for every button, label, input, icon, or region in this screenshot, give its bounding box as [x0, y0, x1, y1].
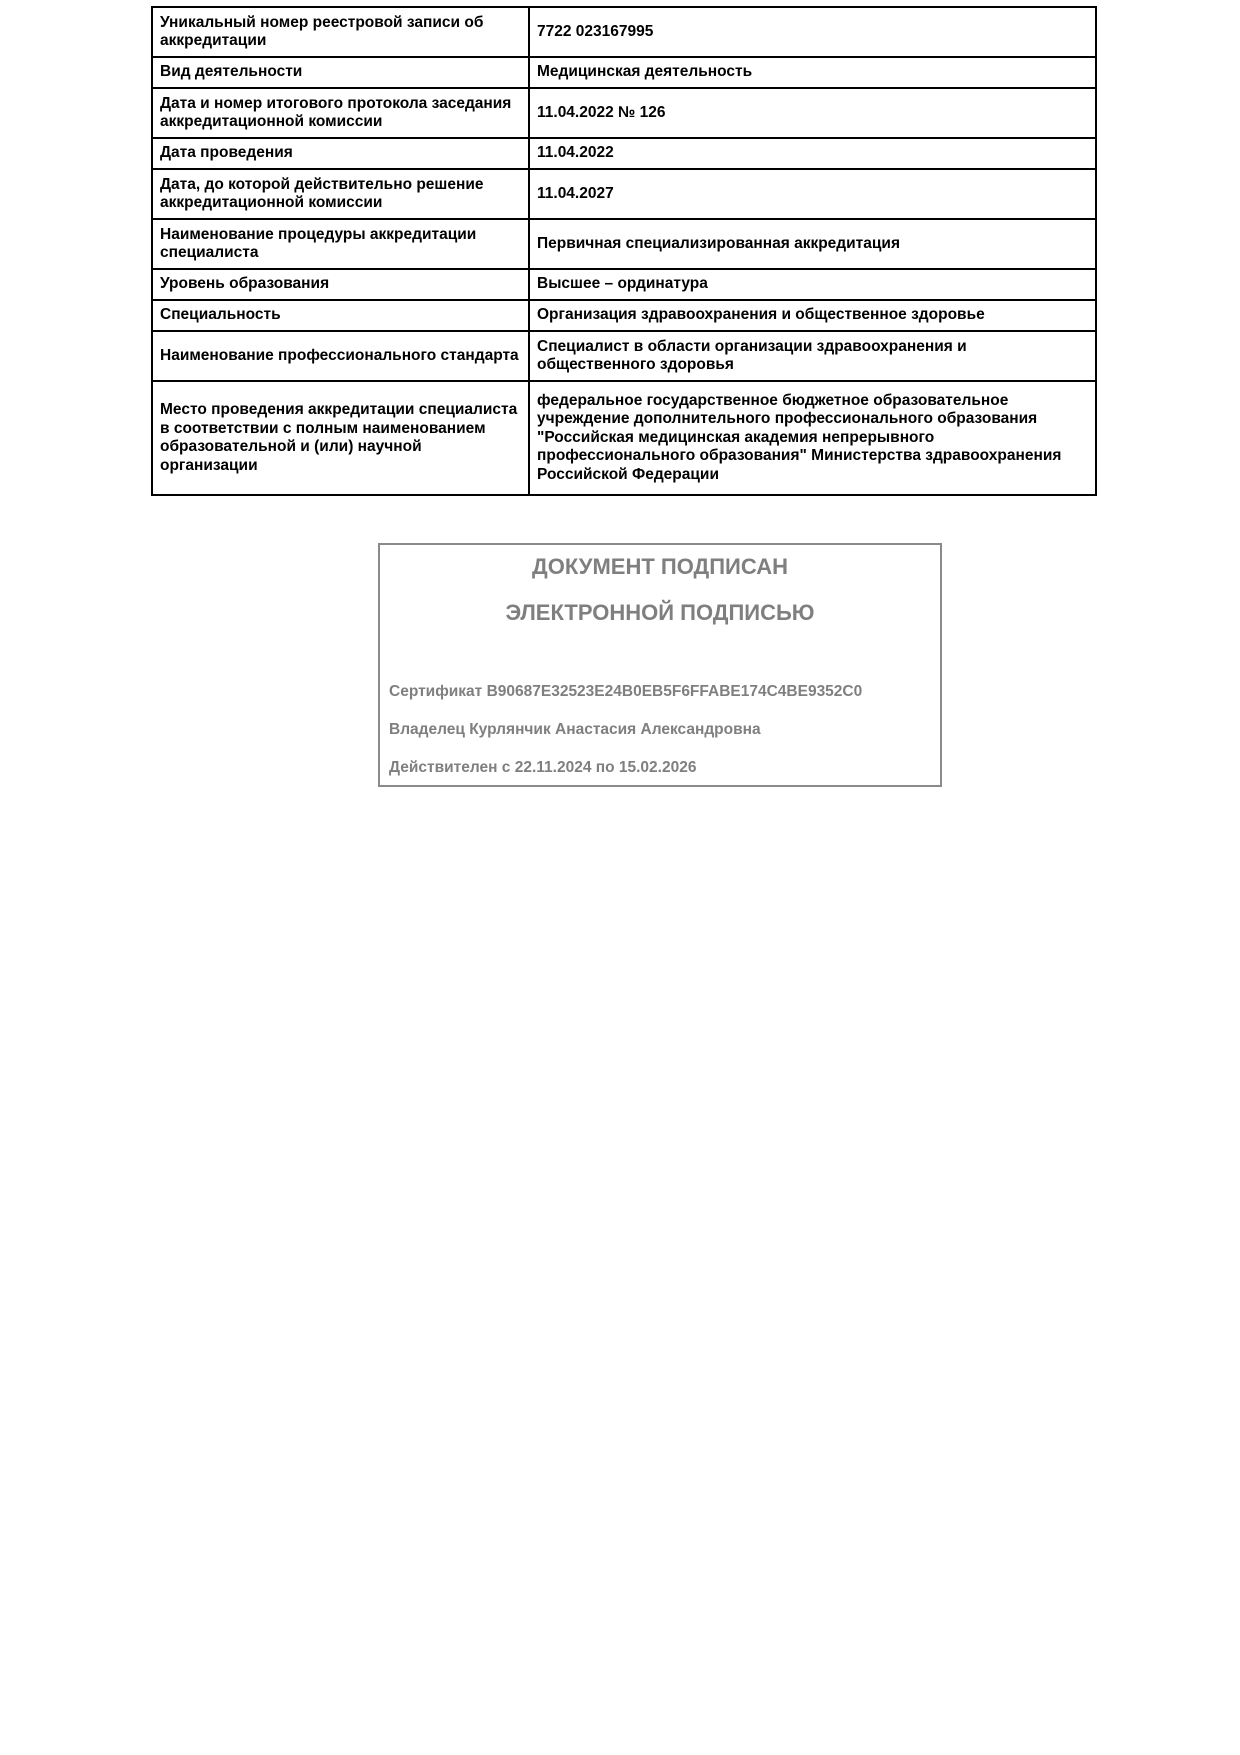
stamp-title: ДОКУМЕНТ ПОДПИСАН	[532, 554, 788, 579]
row-value: Специалист в области организации здравоохранения и общественного здоровья	[529, 331, 1096, 381]
row-value: 11.04.2022 № 126	[529, 88, 1096, 138]
row-value: 11.04.2022	[529, 138, 1096, 169]
row-label: Уровень образования	[152, 269, 529, 300]
certificate-validity: Действителен с 22.11.2024 по 15.02.2026	[389, 759, 697, 776]
accreditation-table	[151, 6, 1097, 496]
table-row	[152, 381, 1096, 495]
row-value: 7722 023167995	[529, 7, 1096, 57]
row-value: Организация здравоохранения и общественное здоровье	[529, 300, 1096, 331]
row-label: Дата проведения	[152, 138, 529, 169]
table-row	[152, 7, 1096, 57]
table-row	[152, 269, 1096, 300]
row-label: Дата, до которой действительно решение аккредитационной комиссии	[152, 169, 529, 219]
row-label: Место проведения аккредитации специалиста в соответствии с полным наименованием образовательной и (или) научной организации	[152, 381, 529, 495]
certificate-owner: Владелец Курлянчик Анастасия Александровна	[389, 721, 761, 738]
row-label: Уникальный номер реестровой записи об аккредитации	[152, 7, 529, 57]
table-row	[152, 88, 1096, 138]
row-value: Медицинская деятельность	[529, 57, 1096, 88]
row-label: Специальность	[152, 300, 529, 331]
stamp-subtitle: ЭЛЕКТРОННОЙ ПОДПИСЬЮ	[505, 600, 815, 625]
certificate-number: Сертификат B90687E32523E24B0EB5F6FFABE174C4BE9352C0	[389, 683, 863, 700]
table-row	[152, 57, 1096, 88]
row-label: Наименование профессионального стандарта	[152, 331, 529, 381]
table-row	[152, 138, 1096, 169]
row-value: Первичная специализированная аккредитация	[529, 219, 1096, 269]
row-label: Дата и номер итогового протокола заседания аккредитационной комиссии	[152, 88, 529, 138]
row-label: Наименование процедуры аккредитации специалиста	[152, 219, 529, 269]
table-row	[152, 219, 1096, 269]
table-row	[152, 169, 1096, 219]
row-value: Высшее – ординатура	[529, 269, 1096, 300]
row-label: Вид деятельности	[152, 57, 529, 88]
table-row	[152, 300, 1096, 331]
electronic-signature-stamp	[378, 543, 942, 787]
row-value: федеральное государственное бюджетное образовательное учреждение дополнительного профессионального образования "Российская медицинская академия непрерывного профессионального образования" Министерства здравоохранения Российской Федерации	[529, 381, 1096, 495]
row-value: 11.04.2027	[529, 169, 1096, 219]
table-row	[152, 331, 1096, 381]
